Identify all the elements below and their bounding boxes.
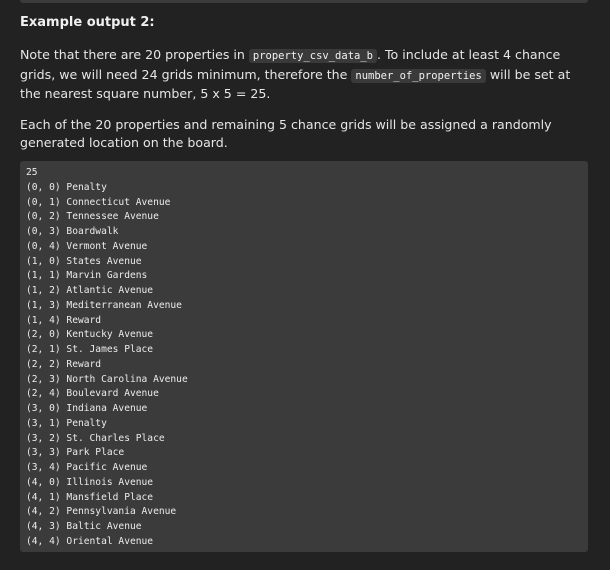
code-output-line: (2, 1) St. James Place <box>26 344 154 355</box>
assignment-paragraph: Each of the 20 properties and remaining 5 chance grids will be assigned a randomly generated location on the board. <box>20 116 552 150</box>
code-output-line: (1, 1) Marvin Gardens <box>26 270 148 282</box>
code-output-line: (0, 0) Penalty <box>26 181 107 193</box>
code-output-line: (3, 2) St. Charles Place <box>26 432 165 444</box>
previous-code-block-edge <box>20 0 588 3</box>
paragraph-text: . To include at least 4 chance grids, we will need 24 grids minimum, therefore the <box>20 47 561 82</box>
code-output-line: (2, 0) Kentucky Avenue <box>26 329 154 341</box>
code-output-line: (3, 3) Park Place <box>26 447 125 459</box>
code-output-line: (1, 0) States Avenue <box>26 255 142 267</box>
section-heading: Example output 2: <box>20 15 155 30</box>
code-output-line: 25 <box>26 167 38 178</box>
code-output-line: (4, 4) Oriental Avenue <box>26 535 154 547</box>
code-output-line: (0, 1) Connecticut Avenue <box>26 196 171 208</box>
code-output-line: (4, 2) Pennsylvania Avenue <box>26 506 177 518</box>
code-output-line: (0, 4) Vermont Avenue <box>26 240 148 252</box>
inline-code-number-of-properties: number_of_properties <box>351 69 485 83</box>
inline-code-csv-data: property_csv_data_b <box>249 49 377 63</box>
paragraph-text: will be set at the nearest square number, 5 x 5 = 25. <box>20 66 571 101</box>
code-output-line: (1, 2) Atlantic Avenue <box>26 285 154 296</box>
document-content <box>20 14 588 165</box>
code-output-line: (4, 3) Baltic Avenue <box>26 521 142 532</box>
code-output-line: (1, 3) Mediterranean Avenue <box>26 299 182 311</box>
code-output-line: (3, 1) Penalty <box>26 417 107 429</box>
code-output-line: (2, 4) Boulevard Avenue <box>26 388 159 400</box>
code-output-line: (3, 0) Indiana Avenue <box>26 403 148 414</box>
code-output-line: (2, 3) North Carolina Avenue <box>26 373 188 385</box>
explanation-paragraph <box>20 46 588 104</box>
code-output-line: (1, 4) Reward <box>26 314 102 326</box>
code-output-line: (2, 2) Reward <box>26 358 102 370</box>
paragraph-text: Note that there are 20 properties in <box>20 47 249 62</box>
code-output-line: (0, 2) Tennessee Avenue <box>26 211 159 223</box>
code-output-line: (3, 4) Pacific Avenue <box>26 462 148 473</box>
code-output-line: (0, 3) Boardwalk <box>26 226 119 237</box>
code-output-line: (4, 0) Illinois Avenue <box>26 476 154 488</box>
output-code-block <box>20 161 588 552</box>
code-output-line: (4, 1) Mansfield Place <box>26 491 154 503</box>
